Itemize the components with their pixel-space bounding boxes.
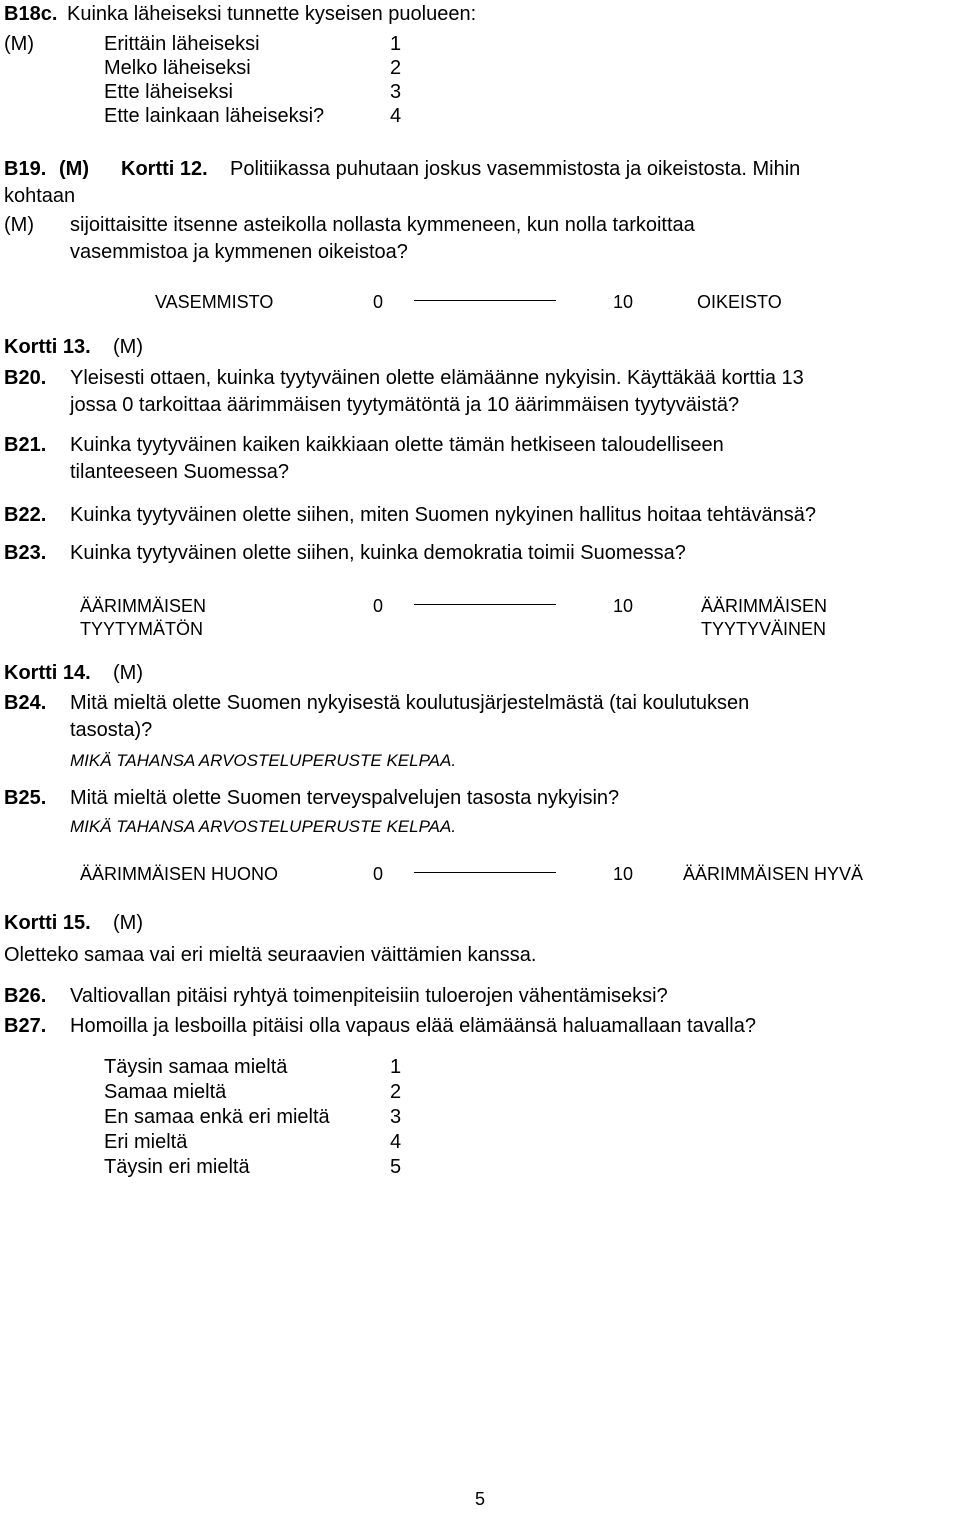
scale-right-label: ÄÄRIMMÄISEN HYVÄ (683, 864, 864, 884)
scale-right-label: OIKEISTO (697, 292, 782, 312)
scale-left-label: ÄÄRIMMÄISEN (80, 596, 207, 616)
card-label-15: Kortti 15. (4, 912, 91, 934)
option-code: 5 (390, 1156, 402, 1178)
scale-left-label: ÄÄRIMMÄISEN HUONO (80, 864, 279, 884)
question-id-b21: B21. (4, 434, 47, 456)
scale-min: 0 (373, 864, 384, 884)
question-text-b25: Mitä mieltä olette Suomen terveyspalvelujen tasosta nykyisin? (70, 787, 620, 809)
scale-max: 10 (613, 596, 634, 616)
card-label-14: Kortti 14. (4, 662, 91, 684)
mark-card-13: (M) (113, 336, 143, 358)
option-code: 1 (390, 1056, 402, 1078)
scale-line (414, 604, 556, 605)
mark-card-14: (M) (113, 662, 143, 684)
scale-min: 0 (373, 596, 384, 616)
card-label-13: Kortti 13. (4, 336, 91, 358)
option-label: Ette läheiseksi (104, 81, 233, 103)
option-code: 3 (390, 81, 402, 103)
card-label-12: Kortti 12. (121, 158, 208, 180)
question-id-b22: B22. (4, 504, 47, 526)
option-code: 2 (390, 57, 402, 79)
question-text-b19-cont: kohtaan (4, 185, 76, 207)
question-text-b20-cont: jossa 0 tarkoittaa äärimmäisen tyytymätöntä ja 10 äärimmäisen tyytyväistä? (70, 394, 740, 416)
question-id-b19: B19. (4, 158, 47, 180)
option-label: Täysin samaa mieltä (104, 1056, 288, 1078)
question-text-b22: Kuinka tyytyväinen olette siihen, miten Suomen nykyinen hallitus hoitaa tehtävänsä? (70, 504, 817, 526)
page-number: 5 (475, 1489, 486, 1509)
scale-max: 10 (613, 292, 634, 312)
intro-text: Oletteko samaa vai eri mieltä seuraavien väittämien kanssa. (4, 944, 537, 966)
scale-max: 10 (613, 864, 634, 884)
scale-min: 0 (373, 292, 384, 312)
option-label: Eri mieltä (104, 1131, 188, 1153)
question-id-b24: B24. (4, 692, 47, 714)
option-code: 4 (390, 105, 402, 127)
question-text-b19-line4: vasemmistoa ja kymmenen oikeistoa? (70, 241, 408, 263)
mark-b19: (M) (59, 158, 89, 180)
question-id-b26: B26. (4, 985, 47, 1007)
scale-left-label-2: TYYTYMÄTÖN (80, 619, 204, 639)
question-text-b18c: Kuinka läheiseksi tunnette kyseisen puolueen: (67, 3, 477, 25)
option-code: 4 (390, 1131, 402, 1153)
option-code: 3 (390, 1106, 402, 1128)
question-text-b23: Kuinka tyytyväinen olette siihen, kuinka demokratia toimii Suomessa? (70, 542, 686, 564)
option-label: Melko läheiseksi (104, 57, 251, 79)
scale-line (414, 872, 556, 873)
question-text-b27: Homoilla ja lesboilla pitäisi olla vapaus elää elämäänsä haluamallaan tavalla? (70, 1015, 756, 1037)
question-text-b24-cont: tasosta)? (70, 719, 153, 741)
question-text-b19-line3: sijoittaisitte itsenne asteikolla nollasta kymmeneen, kun nolla tarkoittaa (70, 214, 695, 236)
mark-b19-second: (M) (4, 214, 34, 236)
option-label: Ette lainkaan läheiseksi? (104, 105, 325, 127)
mark-card-15: (M) (113, 912, 143, 934)
option-code: 2 (390, 1081, 402, 1103)
option-label: En samaa enkä eri mieltä (104, 1106, 330, 1128)
question-id-b23: B23. (4, 542, 47, 564)
option-code: 1 (390, 33, 402, 55)
question-id-b25: B25. (4, 787, 47, 809)
question-text-b20: Yleisesti ottaen, kuinka tyytyväinen olette elämäänne nykyisin. Käyttäkää korttia 13 (70, 367, 804, 389)
question-id-b20: B20. (4, 367, 47, 389)
question-id-b27: B27. (4, 1015, 47, 1037)
mark-b18c: (M) (4, 33, 34, 55)
question-id-b18c: B18c. (4, 3, 58, 25)
scale-right-label: ÄÄRIMMÄISEN (701, 596, 828, 616)
interviewer-instruction: MIKÄ TAHANSA ARVOSTELUPERUSTE KELPAA. (70, 817, 457, 836)
scale-left-label: VASEMMISTO (155, 292, 274, 312)
scale-line (414, 300, 556, 301)
question-text-b24: Mitä mieltä olette Suomen nykyisestä koulutusjärjestelmästä (tai koulutuksen (70, 692, 750, 714)
interviewer-instruction: MIKÄ TAHANSA ARVOSTELUPERUSTE KELPAA. (70, 751, 457, 770)
option-label: Samaa mieltä (104, 1081, 227, 1103)
option-label: Täysin eri mieltä (104, 1156, 250, 1178)
question-text-b21-cont: tilanteeseen Suomessa? (70, 461, 290, 483)
question-text-b26: Valtiovallan pitäisi ryhtyä toimenpiteisiin tuloerojen vähentämiseksi? (70, 985, 668, 1007)
question-text-b19: Politiikassa puhutaan joskus vasemmistosta ja oikeistosta. Mihin (230, 158, 801, 180)
scale-right-label-2: TYYTYVÄINEN (701, 619, 827, 639)
question-text-b21: Kuinka tyytyväinen kaiken kaikkiaan olette tämän hetkiseen taloudelliseen (70, 434, 724, 456)
option-label: Erittäin läheiseksi (104, 33, 260, 55)
